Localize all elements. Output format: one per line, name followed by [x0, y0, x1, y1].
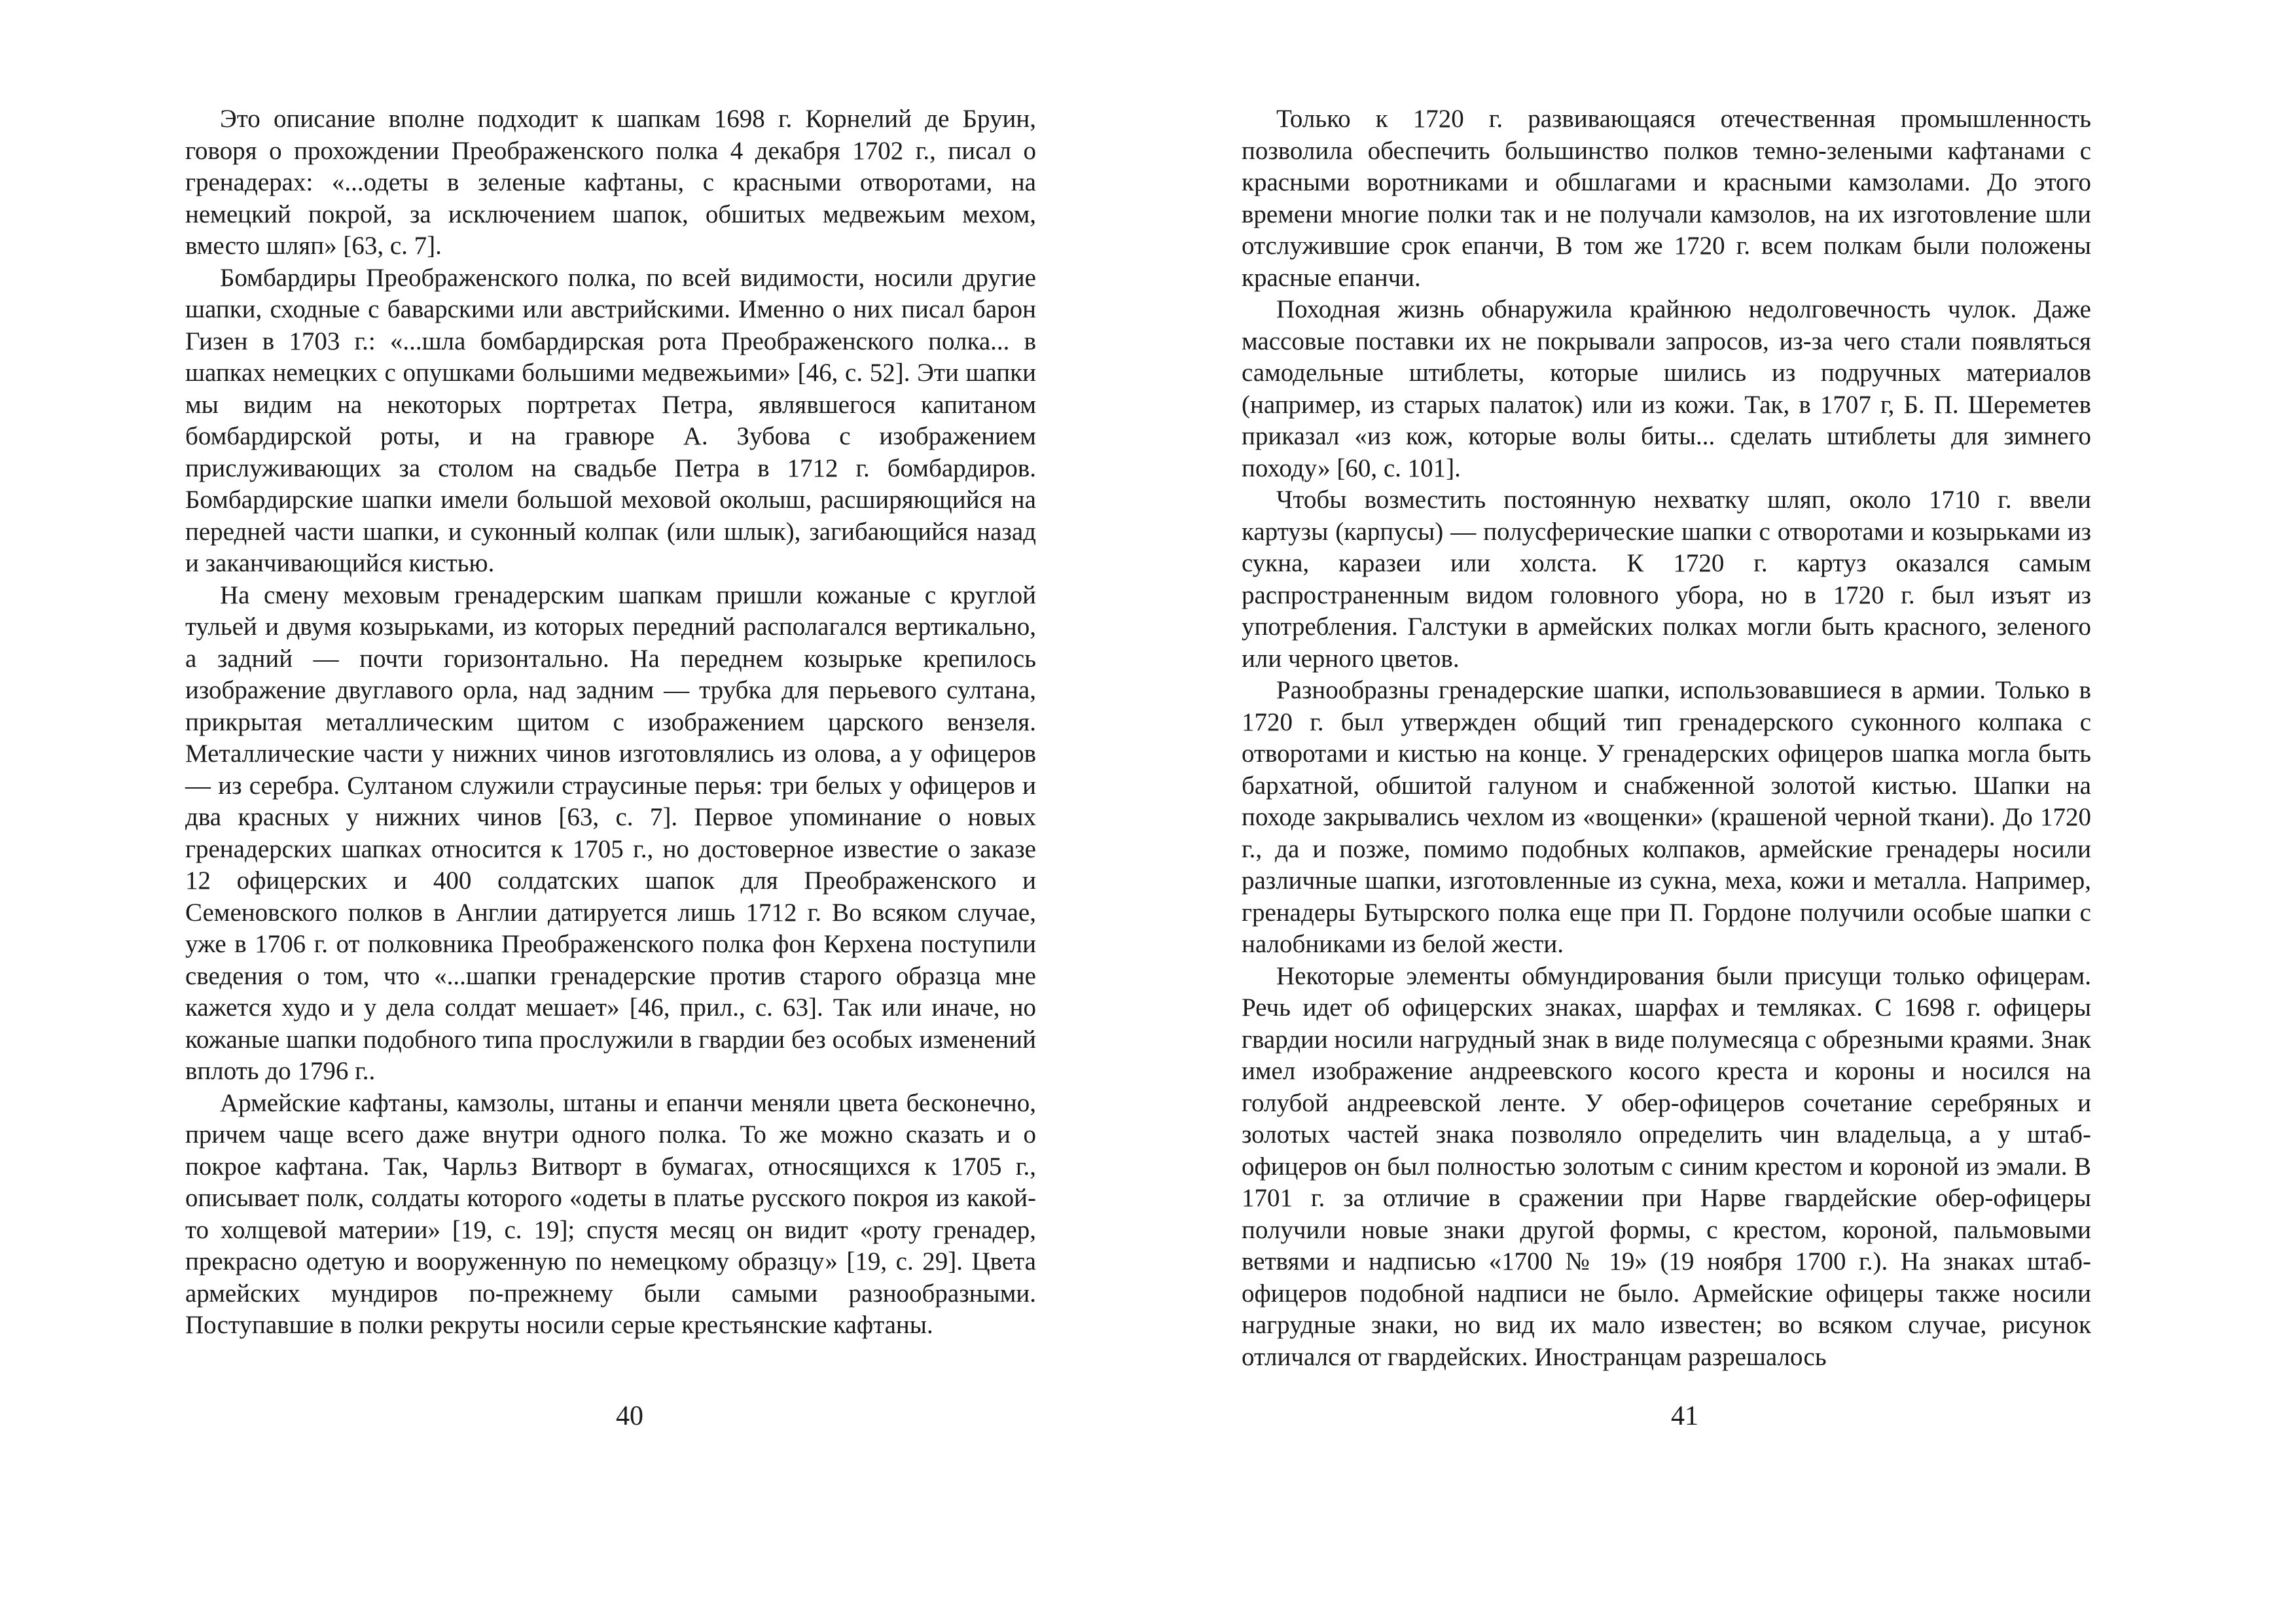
- right-paragraph-4: Разнообразны гренадерские шапки, использовавшиеся в армии. Только в 1720 г. был утвержден общий тип гренадерского суконного колпака с отворотами и кистью на конце. У гренадерских офицеров шапка могла быть бархатной, обшитой галуном и снабженной золотой кистью. Шапки на походе закрывались чехлом из «вощенки» (крашеной черной ткани). До 1720 г., да и позже, помимо подобных колпаков, армейские гренадеры носили различные шапки, изготовленные из сукна, меха, кожи и металла. Например, гренадеры Бутырского полка еще при П. Гордоне получили особые шапки с налобниками из белой жести.: [1242, 676, 2091, 958]
- right-paragraph-5: Некоторые элементы обмундирования были присущи только офицерам. Речь идет об офицерских знаках, шарфах и темляках. С 1698 г. офицеры гвардии носили нагрудный знак в виде полумесяца с обрезными краями. Знак имел изображение андреевского косого креста и короны и носился на голубой андреевской ленте. У обер-офицеров сочетание серебряных и золотых частей знака позволяло определить чин владельца, а у штаб-офицеров он был полностью золотым с синим крестом и короной из эмали. В 1701 г. за отличие в сражении при Нарве гвардейские обер-офицеры получили новые знаки другой формы, с крестом, короной, пальмовыми ветвями и надписью «1700 № 19» (19 ноября 1700 г.). На знаках штаб-офицеров подобной надписи не было. Армейские офицеры также носили нагрудные знаки, но вид их мало известен; во всяком случае, рисунок отличался от гвардейских. Иностранцам разрешалось: [1242, 961, 2091, 1371]
- right-page: [1148, 0, 2296, 1623]
- right-page-text: [1242, 103, 2091, 1373]
- right-paragraph-1: Только к 1720 г. развивающаяся отечественная промышленность позволила обеспечить большинство полков темно-зелеными кафтанами с красными воротниками и обшлагами и красными камзолами. До этого времени многие полки так и не получали камзолов, на их изготовление шли отслужившие срок епанчи, В том же 1720 г. всем полкам были положены красные епанчи.: [1242, 105, 2091, 292]
- left-paragraph-4: Армейские кафтаны, камзолы, штаны и епанчи меняли цвета бесконечно, причем чаще всего даже внутри одного полка. То же можно сказать и о покрое кафтана. Так, Чарльз Витворт в бумагах, относящихся к 1705 г., описывает полк, солдаты которого «одеты в платье русского покроя из какой-то холщевой материи» [19, с. 19]; спустя месяц он видит «роту гренадер, прекрасно одетую и вооруженную по немецкому образцу» [19, с. 29]. Цвета армейских мундиров по-прежнему были самыми разнообразными. Поступавшие в полки рекруты носили серые крестьянские кафтаны.: [185, 1088, 1036, 1339]
- left-paragraph-1: Это описание вполне подходит к шапкам 1698 г. Корнелий де Бруин, говоря о прохождении Преображенского полка 4 декабря 1702 г., писал о гренадерах: «...одеты в зеленые кафтаны, с красными отворотами, на немецкий покрой, за исключением шапок, обшитых медвежьим мехом, вместо шляп» [63, с. 7].: [185, 105, 1036, 260]
- left-paragraph-2: Бомбардиры Преображенского полка, по всей видимости, носили другие шапки, сходные с баварскими или австрийскими. Именно о них писал барон Гизен в 1703 г.: «...шла бомбардирская рота Преображенского полка... в шапках немецких с опушками большими медвежьими» [46, с. 52]. Эти шапки мы видим на некоторых портретах Петра, являвшегося капитаном бомбардирской роты, и на гравюре А. Зубова с изображением прислуживающих за столом на свадьбе Петра в 1712 г. бомбардиров. Бомбардирские шапки имели большой меховой околыш, расширяющийся на передней части шапки, и суконный колпак (или шлык), загибающийся назад и заканчивающийся кистью.: [185, 263, 1036, 577]
- left-page-number: 40: [616, 1401, 643, 1431]
- right-page-number: 41: [1671, 1401, 1698, 1431]
- right-paragraph-3: Чтобы возместить постоянную нехватку шляп, около 1710 г. ввели картузы (карпусы) — полусферические шапки с отворотами и козырьками из сукна, каразеи или холста. К 1720 г. картуз оказался самым распространенным видом головного убора, но в 1720 г. был изъят из употребления. Галстуки в армейских полках могли быть красного, зеленого или черного цветов.: [1242, 486, 2091, 673]
- right-paragraph-2: Походная жизнь обнаружила крайнюю недолговечность чулок. Даже массовые поставки их не покрывали запросов, из-за чего стали появляться самодельные штиблеты, которые шились из подручных материалов (например, из старых палаток) или из кожи. Так, в 1707 г, Б. П. Шереметев приказал «из кож, которые волы биты... сделать штиблеты для зимнего походу» [60, с. 101].: [1242, 295, 2091, 482]
- left-page-text: [185, 103, 1036, 1342]
- left-paragraph-3: На смену меховым гренадерским шапкам пришли кожаные с круглой тульей и двумя козырьками, из которых передний располагался вертикально, а задний — почти горизонтально. На переднем козырьке крепилось изображение двуглавого орла, над задним — трубка для перьевого султана, прикрытая металлическим щитом с изображением царского вензеля. Металлические части у нижних чинов изготовлялись из олова, а у офицеров — из серебра. Султаном служили страусиные перья: три белых у офицеров и два красных у нижних чинов [63, с. 7]. Первое упоминание о новых гренадерских шапках относится к 1705 г., но достоверное известие о заказе 12 офицерских и 400 солдатских шапок для Преображенского и Семеновского полков в Англии датируется лишь 1712 г. Во всяком случае, уже в 1706 г. от полковника Преображенского полка фон Керхена поступили сведения о том, что «...шапки гренадерские против старого образца мне кажется худо и у дела солдат мешает» [46, прил., с. 63]. Так или иначе, но кожаные шапки подобного типа прослужили в гвардии без особых изменений вплоть до 1796 г..: [185, 580, 1036, 1085]
